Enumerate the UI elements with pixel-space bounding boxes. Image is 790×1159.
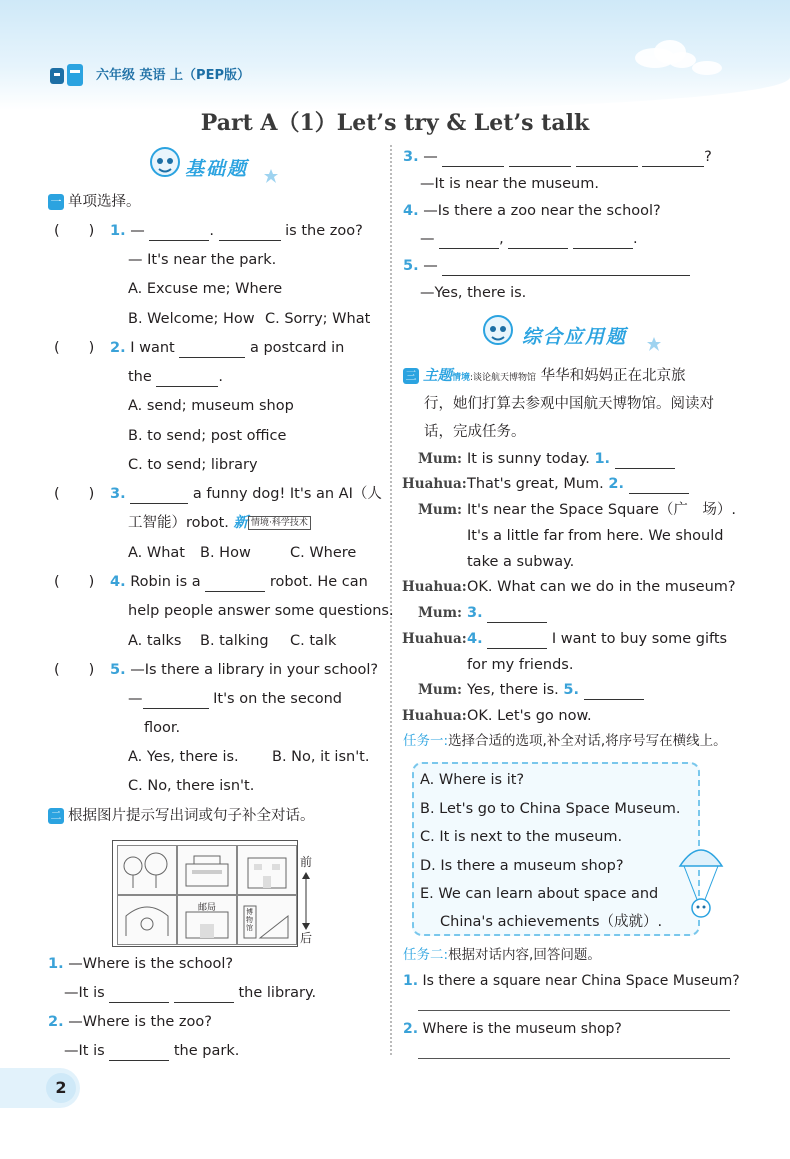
school-icon	[238, 846, 296, 894]
speaker-huahua-2: Huahua:	[402, 579, 467, 595]
s2-q4-line1	[403, 201, 661, 221]
option-d: D. Is there a museum shop?	[420, 858, 624, 874]
q1-paren[interactable]: ( )	[54, 223, 95, 239]
intro-line2: 行，她们打算去参观中国航天博物馆。阅读对	[424, 396, 714, 412]
dialogue-blank-2[interactable]	[629, 477, 689, 494]
theme-scene-label: 情境	[452, 373, 471, 383]
option-a: A. Where is it?	[420, 772, 525, 788]
map-back-label: 后	[300, 931, 313, 945]
theme-text: :谈论航天博物馆	[470, 373, 537, 383]
s2-q2-blank[interactable]	[109, 1044, 169, 1061]
s2-q3-blank-3[interactable]	[576, 150, 638, 167]
q5-option-b: B. No, it isn't.	[272, 749, 370, 765]
q1-stem	[110, 221, 363, 241]
map-park-cell	[117, 845, 177, 895]
comprehensive-banner-label: 综合应用题	[522, 326, 628, 348]
mascot-icon	[145, 144, 185, 184]
s2-q2-line2a: —It is	[64, 1043, 105, 1059]
s2-q2-line2b: the park.	[173, 1043, 240, 1059]
q4-paren[interactable]: ( )	[54, 574, 95, 590]
small-cloud-icon	[690, 58, 724, 76]
section3-heading	[403, 366, 686, 388]
q3-number: 3.	[110, 486, 126, 502]
q3-paren[interactable]: ( )	[54, 486, 95, 502]
q1-blank-1[interactable]	[149, 224, 209, 241]
s2-q4-line2	[420, 229, 638, 249]
speaker-huahua-4: Huahua:	[402, 708, 467, 724]
dialogue-blank-4[interactable]	[487, 632, 547, 649]
s2-q1-line2b: the library.	[238, 985, 317, 1001]
theme-label: 主题	[423, 368, 452, 384]
dialogue-line-7	[467, 680, 644, 700]
section2-title: 根据图片提示写出词或句子补全对话。	[68, 808, 315, 824]
page-title: Part A（1）Let’s try & Let’s talk	[200, 110, 590, 136]
q2-blank-2[interactable]	[156, 370, 218, 387]
map-front-label: 前	[300, 855, 313, 869]
speaker-mum-4: Mum:	[417, 682, 462, 698]
q2-option-a: A. send; museum shop	[128, 398, 294, 414]
q3-option-a: A. What	[128, 545, 185, 561]
s2-q3-blank-1[interactable]	[442, 150, 504, 167]
s2-q3-line1a: —	[423, 149, 438, 165]
task2-q2-answer-line[interactable]	[418, 1058, 730, 1059]
s2-q1-blank-2[interactable]	[174, 986, 234, 1003]
direction-arrow-icon	[300, 872, 312, 930]
dialogue-4-number: 4.	[467, 631, 483, 647]
s2-q4-blank-2[interactable]	[508, 232, 568, 249]
map-museum-cell	[237, 895, 297, 945]
map-school-cell	[237, 845, 297, 895]
q1-stem-b: .	[209, 223, 214, 239]
q2-stem-a: I want	[130, 340, 175, 356]
q5-line2b: It's on the second	[213, 691, 343, 707]
s2-q5-line1	[403, 256, 690, 276]
q5-stem	[110, 660, 378, 680]
s2-q3-line1	[403, 147, 712, 167]
intro-line3: 话，完成任务。	[424, 424, 526, 440]
q4-stem-a: Robin is a	[130, 574, 201, 590]
q5-paren[interactable]: ( )	[54, 662, 95, 678]
s2-q4-blank-1[interactable]	[439, 232, 499, 249]
q2-paren[interactable]: ( )	[54, 340, 95, 356]
q5-number: 5.	[110, 662, 126, 678]
s2-q5-blank[interactable]	[442, 259, 690, 276]
q5-option-a: A. Yes, there is.	[128, 749, 239, 765]
q5-blank[interactable]	[143, 692, 209, 709]
s2-q4-number: 4.	[403, 203, 419, 219]
q2-number: 2.	[110, 340, 126, 356]
q3-option-b: B. How	[200, 545, 251, 561]
q5-option-c: C. No, there isn't.	[128, 778, 255, 794]
s2-q1-blank-1[interactable]	[109, 986, 169, 1003]
museum-label: 博物馆	[246, 908, 253, 932]
q2-option-c: C. to send; library	[128, 457, 258, 473]
section1-heading	[48, 192, 141, 212]
dialogue-7-text: Yes, there is.	[467, 682, 559, 698]
intro-line1: 华华和妈妈正在北京旅	[540, 368, 686, 384]
dialogue-blank-3[interactable]	[487, 606, 547, 623]
section1-title: 单项选择。	[68, 194, 141, 210]
s2-q3-blank-4[interactable]	[642, 150, 704, 167]
s2-q1-number: 1.	[48, 956, 64, 972]
q5-line3: floor.	[144, 720, 181, 736]
q3-stem	[110, 484, 382, 504]
task1-label: 任务一:	[403, 733, 449, 749]
q3-line2	[128, 513, 311, 533]
s2-q3-line1b: ?	[704, 149, 712, 165]
s2-q1-line2a: —It is	[64, 985, 105, 1001]
scene-tag	[248, 516, 311, 530]
q3-option-c: C. Where	[290, 545, 357, 561]
basic-section-banner	[145, 150, 285, 184]
q4-stem-b: robot. He can	[269, 574, 368, 590]
q2-blank-1[interactable]	[179, 341, 245, 358]
dialogue-line-6	[467, 629, 727, 649]
dialogue-line-6-cont: for my friends.	[467, 657, 574, 673]
dialogue-line-4: OK. What can we do in the museum?	[467, 579, 736, 595]
dialogue-line-3-cont2: take a subway.	[467, 554, 575, 570]
brand-logo-icon	[48, 62, 86, 90]
task2-q2-text: Where is the museum shop?	[422, 1021, 622, 1037]
map-zoo-cell	[117, 895, 177, 945]
column-divider	[390, 145, 392, 1055]
dialogue-1-text: It is sunny today.	[467, 451, 590, 467]
q1-option-c: C. Sorry; What	[265, 311, 371, 327]
dialogue-1-number: 1.	[594, 451, 611, 467]
section1-badge: 一	[48, 194, 64, 210]
speaker-huahua-3: Huahua:	[402, 631, 467, 647]
s2-q4-line2c: .	[632, 231, 638, 247]
s2-q3-blank-2[interactable]	[509, 150, 571, 167]
post-office-label: 邮局	[198, 903, 217, 913]
task2-q1	[403, 971, 740, 991]
q2-stem	[110, 338, 344, 358]
task2-q1-number: 1.	[403, 973, 419, 989]
option-e: E. We can learn about space and	[420, 886, 659, 902]
q2-line2a: the	[128, 369, 152, 385]
dialogue-line-1	[467, 449, 675, 469]
s2-q3-number: 3.	[403, 149, 419, 165]
speaker-mum-3: Mum:	[417, 605, 462, 621]
section2-heading	[48, 806, 315, 826]
building-icon	[178, 846, 236, 894]
speaker-mum-2: Mum:	[417, 502, 462, 518]
q4-blank[interactable]	[205, 575, 265, 592]
q1-option-b: B. Welcome; How	[128, 311, 255, 327]
q1-stem-a: —	[130, 223, 145, 239]
section3-badge: 三	[403, 368, 419, 384]
q4-line2: help people answer some questions.	[128, 603, 394, 619]
s2-q5-line1a: —	[423, 258, 438, 274]
page-number: 2	[46, 1073, 76, 1103]
speaker-mum-1: Mum:	[417, 451, 462, 467]
dialogue-2-number: 2.	[608, 476, 624, 492]
task2-text: 根据对话内容,回答问题。	[448, 947, 601, 963]
trees-icon	[118, 846, 176, 894]
dialogue-line-5	[467, 603, 547, 623]
zoo-gate-icon	[118, 896, 176, 944]
scene-tag-text: ·科学技术	[269, 518, 308, 528]
q1-line2: — It's near the park.	[128, 252, 277, 268]
task2-q1-answer-line[interactable]	[418, 1010, 730, 1011]
q5-line2	[128, 689, 342, 709]
option-e-cont: China's achievements（成就）.	[440, 914, 663, 930]
task1-instruction	[403, 731, 727, 751]
s2-q2-line1	[48, 1012, 212, 1032]
dialogue-3-number: 3.	[467, 605, 483, 621]
s2-q5-number: 5.	[403, 258, 419, 274]
option-b: B. Let's go to China Space Museum.	[420, 801, 681, 817]
dialogue-line-3-cont1: It's a little far from here. We should	[467, 528, 724, 544]
dialogue-blank-5[interactable]	[584, 683, 644, 700]
dialogue-5-number: 5.	[563, 682, 580, 698]
section2-badge: 二	[48, 808, 64, 824]
q3-stem-text: a funny dog! It's an AI（人	[192, 486, 382, 502]
basic-banner-label: 基础题	[185, 158, 249, 180]
q3-blank[interactable]	[130, 487, 188, 504]
q1-option-a: A. Excuse me; Where	[128, 281, 283, 297]
q2-stem-b: a postcard in	[249, 340, 345, 356]
dialogue-line-3: It's near the Space Square（广 场）.	[467, 502, 737, 518]
s2-q2-number: 2.	[48, 1014, 64, 1030]
q4-number: 4.	[110, 574, 126, 590]
q5-stem-text: —Is there a library in your school?	[130, 662, 379, 678]
task2-q2-number: 2.	[403, 1021, 419, 1037]
star-icon	[263, 168, 279, 184]
q4-option-c: C. talk	[290, 633, 337, 649]
s2-q1-line1	[48, 954, 233, 974]
star-icon	[646, 336, 662, 352]
dialogue-2-text: That's great, Mum.	[467, 476, 604, 492]
s2-q1-line2	[64, 983, 316, 1003]
mascot-icon	[478, 312, 518, 352]
dialogue-blank-1[interactable]	[615, 452, 675, 469]
scene-tag-label: 情境	[251, 518, 270, 528]
new-tag-label: 新	[233, 515, 248, 531]
task2-q1-text: Is there a square near China Space Museum?	[422, 973, 740, 989]
map-library-cell	[177, 845, 237, 895]
task2-q2	[403, 1019, 622, 1039]
s2-q4-line2b: ,	[499, 231, 504, 247]
s2-q3-line2: —It is near the museum.	[420, 176, 599, 192]
s2-q1-text: —Where is the school?	[68, 956, 234, 972]
task2-instruction	[403, 945, 601, 965]
q4-option-b: B. talking	[200, 633, 269, 649]
option-c: C. It is next to the museum.	[420, 829, 623, 845]
q4-stem	[110, 572, 368, 592]
q1-blank-2[interactable]	[219, 224, 281, 241]
s2-q2-line2	[64, 1041, 239, 1061]
comprehensive-section-banner	[478, 318, 668, 352]
task1-text: 选择合适的选项,补全对话,将序号写在横线上。	[448, 733, 727, 749]
dialogue-line-2	[467, 474, 689, 494]
q3-line2-text: 工智能）robot.	[128, 515, 229, 531]
q2-option-b: B. to send; post office	[128, 428, 287, 444]
q4-option-a: A. talks	[128, 633, 182, 649]
location-map-image	[112, 840, 298, 947]
s2-q4-line2a: —	[420, 231, 435, 247]
speaker-huahua-1: Huahua:	[402, 476, 467, 492]
q5-line2a: —	[128, 691, 143, 707]
q1-number: 1.	[110, 223, 126, 239]
s2-q2-text: —Where is the zoo?	[68, 1014, 212, 1030]
series-title: 六年级 英语 上（PEP版）	[96, 68, 250, 83]
q2-line2b: .	[218, 369, 224, 385]
dialogue-line-8: OK. Let's go now.	[467, 708, 592, 724]
s2-q5-line2: —Yes, there is.	[420, 285, 527, 301]
dialogue-6-text: I want to buy some gifts	[551, 631, 728, 647]
parachute-mascot-icon	[676, 840, 726, 930]
s2-q4-text: —Is there a zoo near the school?	[423, 203, 661, 219]
q1-stem-c: is the zoo?	[285, 223, 363, 239]
task2-label: 任务二:	[403, 947, 449, 963]
q2-line2	[128, 367, 223, 387]
map-post-office-cell	[177, 895, 237, 945]
s2-q4-blank-3[interactable]	[573, 232, 633, 249]
